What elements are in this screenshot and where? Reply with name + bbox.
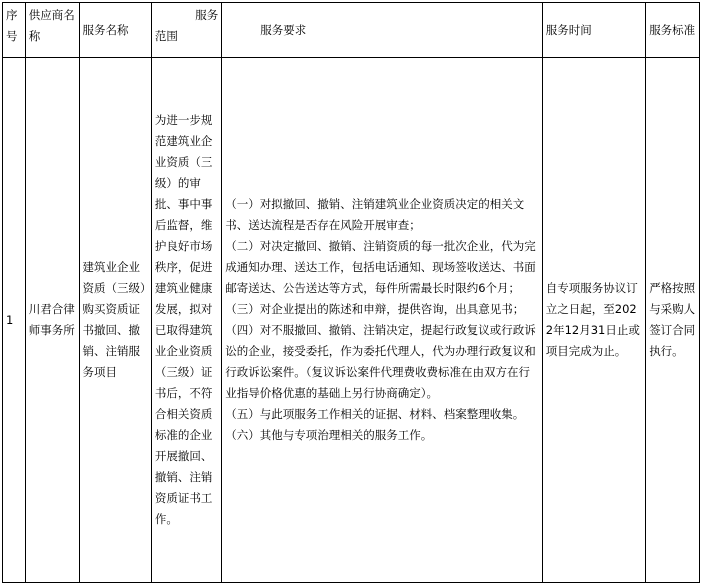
table-row — [3, 58, 700, 583]
row-supplier: 川君合律师事务所 — [25, 58, 79, 583]
header-standard: 服务标准 — [646, 3, 700, 58]
header-supplier: 供应商名称 — [25, 3, 79, 58]
row-time: 自专项服务协议订立之日起，至2022年12月31日止或项目完成为止。 — [542, 58, 645, 583]
requirement-item-6: （六）其他与专项治理相关的服务工作。 — [225, 428, 433, 442]
header-scope-line2: 范围 — [154, 29, 178, 43]
row-requirements — [222, 58, 543, 583]
row-service-name: 建筑业企业资质（三级）购买资质证书撤回、撤销、注销服务项目 — [79, 58, 151, 583]
header-scope-line1: 服务 — [195, 8, 219, 22]
header-scope — [151, 3, 221, 58]
requirement-item-3: （三）对企业提出的陈述和申辩，提供咨询，出具意见书； — [225, 302, 525, 316]
header-service-name: 服务名称 — [79, 3, 151, 58]
header-row — [3, 3, 700, 58]
header-requirements: 服务要求 — [222, 3, 543, 58]
header-time: 服务时间 — [542, 3, 645, 58]
header-index: 序号 — [3, 3, 26, 58]
requirement-item-5: （五）与此项服务工作相关的证据、材料、档案整理收集。 — [225, 407, 525, 421]
service-table — [2, 2, 700, 583]
row-scope: 为进一步规范建筑业企业资质（三级）的审批、事中事后监督，维护良好市场秩序，促进建筑业健康发展，拟对已取得建筑业企业资质（三级）证书后，不符合相关资质标准的企业开展撤回、撤销、注销资质证书工作。 — [151, 58, 221, 583]
requirement-item-2: （二）对决定撤回、撤销、注销资质的每一批次企业，代为完成通知办理、送达工作，包括电话通知、现场签收送达、书面邮寄送达、公告送达等方式，每件所需最长时限约6个月； — [225, 239, 536, 295]
row-standard: 严格按照与采购人签订合同执行。 — [646, 58, 700, 583]
requirement-item-4: （四）对不服撤回、撤销、注销决定，提起行政复议或行政诉讼的企业，接受委托，作为委托代理人，代为办理行政复议和行政诉讼案件。（复议诉讼案件代理费收费标准在由双方在行业指导价格优惠的基础上另行协商确定）。 — [225, 323, 536, 400]
row-index: 1 — [3, 58, 26, 583]
requirement-item-1: （一）对拟撤回、撤销、注销建筑业企业资质决定的相关文书、送达流程是否存在风险开展审查； — [225, 197, 525, 232]
